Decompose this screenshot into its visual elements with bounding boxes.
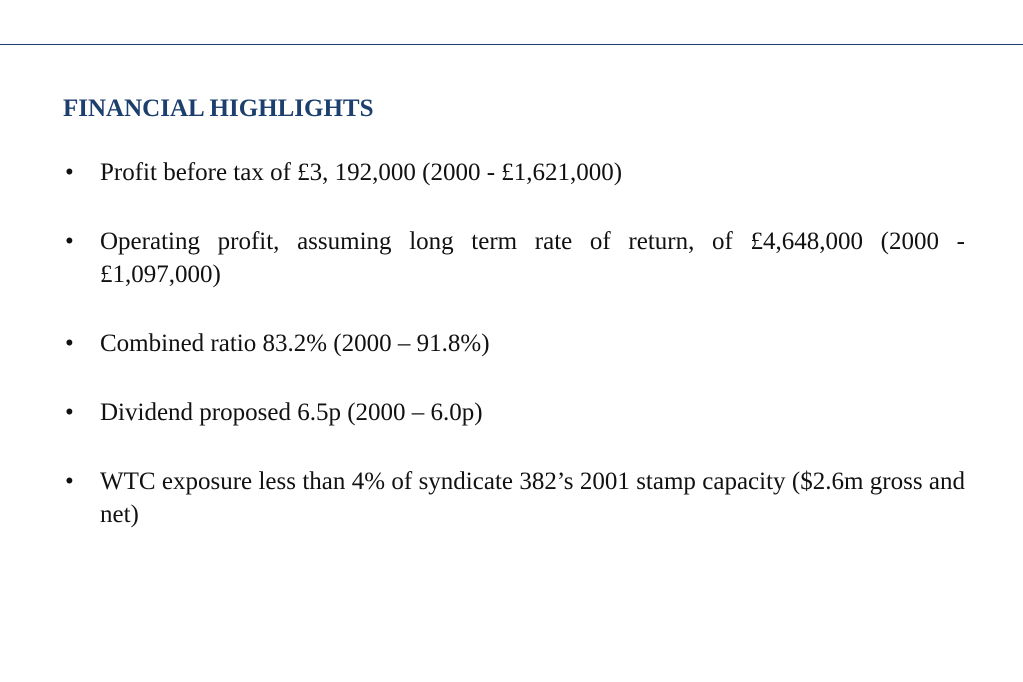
list-item	[63, 327, 965, 360]
list-item	[63, 225, 965, 291]
list-item	[63, 156, 965, 189]
bullet-icon: •	[65, 228, 74, 255]
header-divider	[0, 44, 1023, 45]
highlight-text: Combined ratio 83.2% (2000 – 91.8%)	[100, 330, 490, 357]
highlight-text: Dividend proposed 6.5p (2000 – 6.0p)	[100, 399, 483, 426]
highlights-list	[63, 156, 965, 567]
bullet-icon: •	[65, 330, 74, 357]
highlight-text: Operating profit, assuming long term rate of return, of £4,648,000 (2000 - £1,097,000)	[100, 228, 965, 288]
bullet-icon: •	[65, 159, 74, 186]
highlight-text: WTC exposure less than 4% of syndicate 382’s 2001 stamp capacity ($2.6m gross and net)	[100, 468, 965, 528]
highlight-text: Profit before tax of £3, 192,000 (2000 - £1,621,000)	[100, 159, 623, 186]
bullet-icon: •	[65, 468, 74, 495]
list-item	[63, 465, 965, 531]
page-title: FINANCIAL HIGHLIGHTS	[63, 95, 374, 122]
list-item	[63, 396, 965, 429]
bullet-icon: •	[65, 399, 74, 426]
